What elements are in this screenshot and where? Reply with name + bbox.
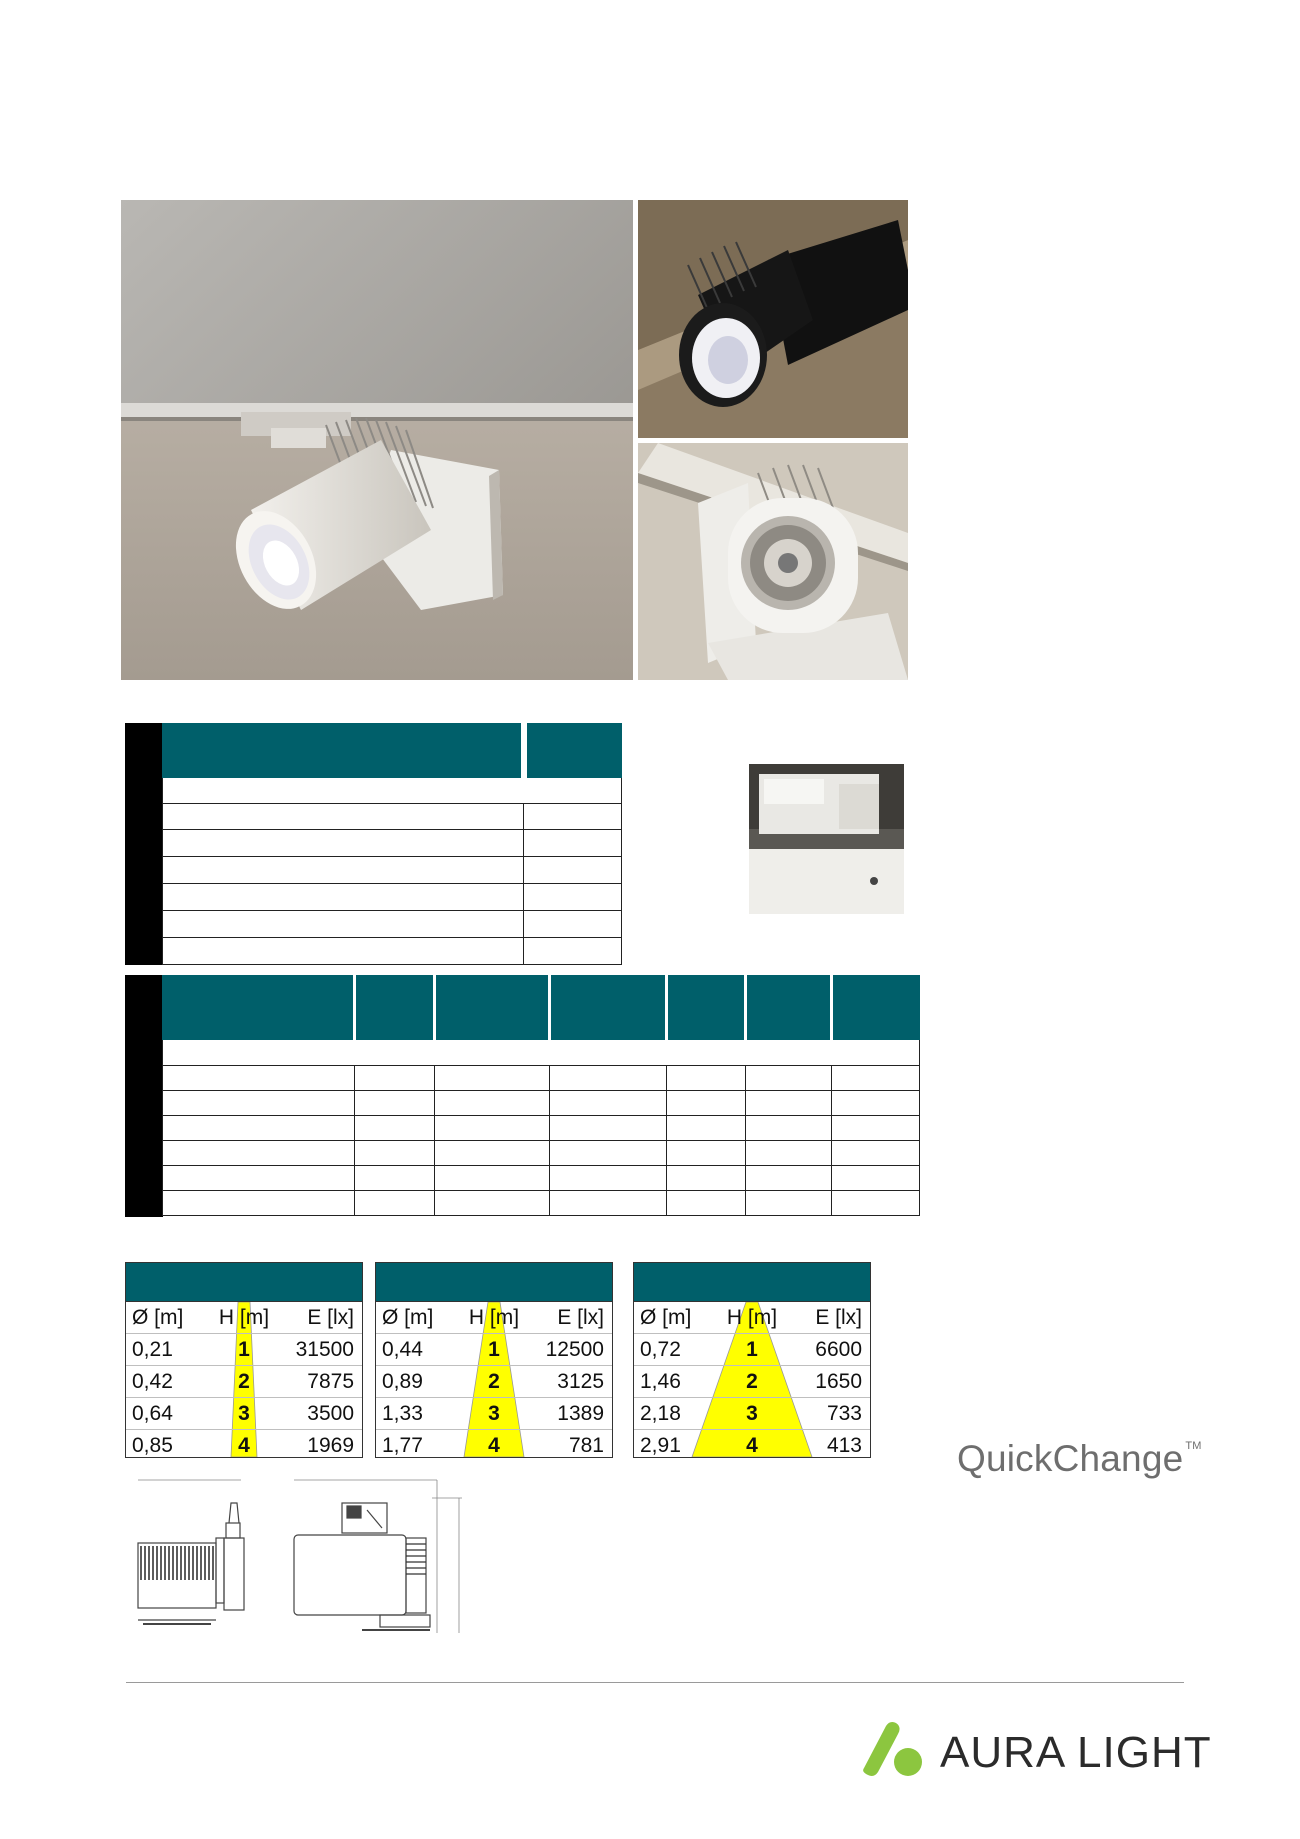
illuminance-value: 6600 [815, 1338, 862, 1361]
illuminance-value: 1650 [815, 1370, 862, 1393]
table-row [634, 1429, 870, 1461]
spec-table-2-sidebar [125, 975, 163, 1217]
height-value: 4 [746, 1434, 758, 1457]
photometric-table-medium [375, 1262, 613, 1458]
brand-name: AURA LIGHT [940, 1728, 1212, 1777]
spec-table-1 [162, 723, 622, 965]
diameter-value: 0,89 [382, 1370, 423, 1393]
diameter-value: 0,42 [132, 1370, 173, 1393]
photometric-table-header [634, 1263, 870, 1301]
height-value: 3 [488, 1402, 500, 1425]
col-height: H [m] [218, 1306, 270, 1329]
height-value: 1 [488, 1338, 500, 1361]
photometric-col-headers [126, 1301, 362, 1333]
table-row [634, 1333, 870, 1365]
table-row [634, 1365, 870, 1397]
illuminance-value: 733 [826, 1402, 862, 1425]
height-value: 2 [238, 1370, 250, 1393]
diameter-value: 1,33 [382, 1402, 423, 1425]
height-value: 3 [238, 1402, 250, 1425]
col-illuminance: E [lx] [815, 1306, 862, 1329]
diameter-value: 0,21 [132, 1338, 173, 1361]
illuminance-value: 31500 [295, 1338, 354, 1361]
height-value: 4 [238, 1434, 250, 1457]
main-product-photo [121, 200, 633, 680]
height-value: 2 [746, 1370, 758, 1393]
spec-table-1-sidebar [125, 723, 163, 965]
quickchange-label: QuickChange [957, 1438, 1184, 1479]
table-row [126, 1333, 362, 1365]
table-row [126, 1365, 362, 1397]
table-row [126, 1397, 362, 1429]
illuminance-value: 413 [826, 1434, 862, 1457]
table-row [376, 1333, 612, 1365]
col-illuminance: E [lx] [307, 1306, 354, 1329]
diameter-value: 0,85 [132, 1434, 173, 1457]
photometric-col-headers [634, 1301, 870, 1333]
diameter-value: 1,46 [640, 1370, 681, 1393]
quickchange-logo [957, 1438, 1202, 1480]
front-view-drawing [292, 1478, 467, 1648]
photometric-table-narrow [125, 1262, 363, 1458]
photometric-col-headers [376, 1301, 612, 1333]
brand-logo-mark [860, 1718, 930, 1778]
photometric-table-header [376, 1263, 612, 1301]
table-row [634, 1397, 870, 1429]
side-view-drawing [133, 1478, 253, 1638]
photometric-table-wide [633, 1262, 871, 1458]
illuminance-value: 1969 [307, 1434, 354, 1457]
spec-table-2 [162, 975, 920, 1216]
white-spotlight-photo [638, 443, 908, 680]
col-diameter: Ø [m] [640, 1306, 692, 1329]
height-value: 1 [746, 1338, 758, 1361]
diameter-value: 2,18 [640, 1402, 681, 1425]
adapter-detail-photo [749, 764, 904, 914]
diameter-value: 0,72 [640, 1338, 681, 1361]
black-spotlight-photo [638, 200, 908, 438]
table-row [126, 1429, 362, 1461]
height-value: 2 [488, 1370, 500, 1393]
table-row [376, 1429, 612, 1461]
diameter-value: 1,77 [382, 1434, 423, 1457]
diameter-value: 0,44 [382, 1338, 423, 1361]
col-height: H [m] [726, 1306, 778, 1329]
col-height: H [m] [468, 1306, 520, 1329]
height-value: 4 [488, 1434, 500, 1457]
photometric-table-header [126, 1263, 362, 1301]
col-diameter: Ø [m] [132, 1306, 184, 1329]
illuminance-value: 3125 [557, 1370, 604, 1393]
col-diameter: Ø [m] [382, 1306, 434, 1329]
table-row [376, 1397, 612, 1429]
height-value: 3 [746, 1402, 758, 1425]
trademark-mark: TM [1185, 1440, 1202, 1452]
illuminance-value: 12500 [545, 1338, 604, 1361]
height-value: 1 [238, 1338, 250, 1361]
illuminance-value: 3500 [307, 1402, 354, 1425]
diameter-value: 2,91 [640, 1434, 681, 1457]
illuminance-value: 781 [568, 1434, 604, 1457]
diameter-value: 0,64 [132, 1402, 173, 1425]
illuminance-value: 1389 [557, 1402, 604, 1425]
illuminance-value: 7875 [307, 1370, 354, 1393]
col-illuminance: E [lx] [557, 1306, 604, 1329]
footer-divider [126, 1682, 1184, 1683]
table-row [376, 1365, 612, 1397]
